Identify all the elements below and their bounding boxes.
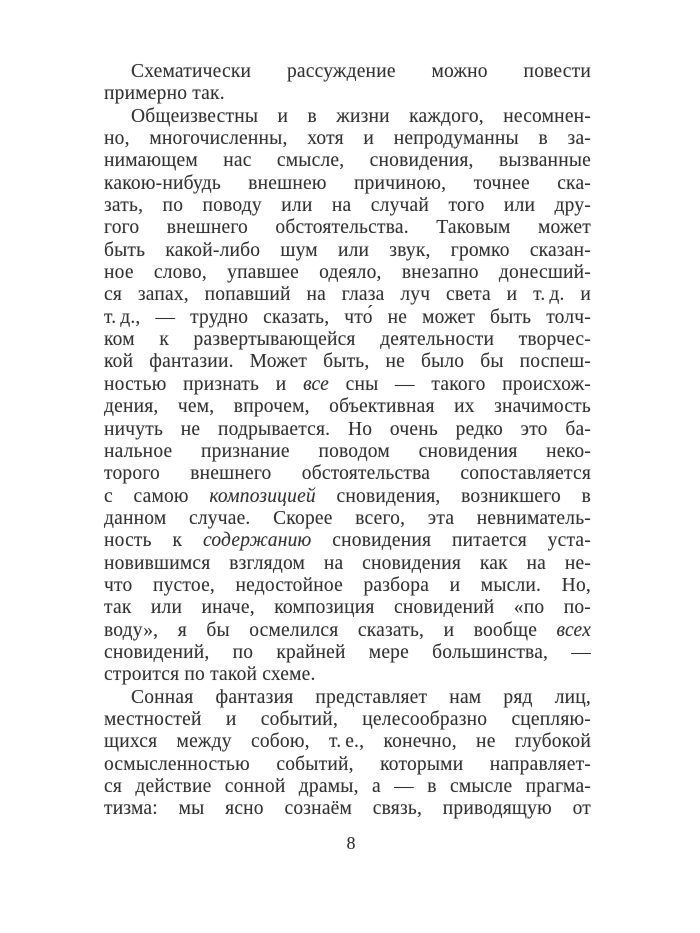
text-line [104,687,591,709]
text-line [104,128,591,150]
text-line [104,798,591,820]
text-segment: тизма: мы ясно сознаём связь, приводящую от [104,798,591,820]
text-line [104,463,591,485]
text-segment: ся запах, попавший на глаза луч света и т. д. и [104,284,591,306]
text-line [104,709,591,731]
text-line [104,441,591,463]
text-segment: какою-нибудь внешнею причиною, точнее ска- [104,172,591,194]
text-segment: нимающем нас смысле, сновидения, вызванные [104,150,591,172]
text-segment: сны — такого происхож- [328,373,591,395]
text-line [104,642,591,664]
text-segment: ность к [104,530,203,552]
text-line [104,106,591,128]
page-number: 8 [346,833,356,853]
text-segment: новившимся взглядом на сновидения как на не- [104,552,591,574]
text-line [104,508,591,530]
text-segment: быть какой-либо шум или звук, громко сказан- [104,239,591,261]
text-segment: зать, по поводу или на случай того или дру- [104,195,591,217]
text-line [104,173,591,195]
text-line [104,419,591,441]
text-line [104,329,591,351]
text-segment: примерно так. [104,83,225,105]
text-segment: ное слово, упавшее одеяло, внезапно донесший- [104,262,591,284]
text-segment: дения, чем, впрочем, объективная их значимость [104,396,591,418]
text-line [104,284,591,306]
text-segment: данном случае. Скорее всего, эта невниматель- [104,507,591,529]
text-line [104,664,591,686]
text-segment: кой фантазии. Может быть, не было бы поспеш- [104,351,591,373]
text-segment: но, многочисленны, хотя и непродуманны в за- [104,128,591,150]
text-segment: т. д., — трудно сказать, что́ не может быть толч- [104,306,591,328]
text-segment: с самою [104,485,210,507]
text-segment: Сонная фантазия представляет нам ряд лиц, [131,686,591,708]
text-line [104,217,591,239]
text-line [104,776,591,798]
text-line [104,754,591,776]
text-segment: нальное признание поводом сновидения неко- [104,440,591,462]
text-segment: ностью признать и [104,373,304,395]
text-line [104,575,591,597]
page-text [104,61,591,821]
text-line [104,553,591,575]
text-segment: ком к развертывающейся деятельности творчес- [104,329,591,351]
text-line [104,262,591,284]
text-segment: торого внешнего обстоятельства сопоставляется [104,463,591,485]
italic-text-segment: композицией [209,485,316,507]
italic-text-segment: содержанию [202,530,312,552]
text-line [104,731,591,753]
italic-text-segment: все [303,373,329,395]
text-segment: сновидения питается уста- [311,530,591,552]
text-line [104,620,591,642]
text-line [104,351,591,373]
text-segment: сновидения, возникшего в [315,485,591,507]
text-segment: ся действие сонной драмы, а — в смысле прагма- [104,776,591,797]
text-segment: строится по такой схеме. [104,664,316,686]
text-line [104,307,591,329]
text-line [104,240,591,262]
text-line [104,486,591,508]
text-segment: что пустое, недостойное разбора и мысли. Но, [104,574,591,596]
text-segment: Общеизвестны и в жизни каждого, несомнен- [131,105,591,127]
text-segment: гого внешнего обстоятельства. Таковым может [104,217,591,239]
text-line [104,150,591,172]
text-line [104,530,591,552]
text-segment: осмысленностью событий, которыми направляет- [104,753,591,775]
text-line [104,61,591,83]
text-line [104,597,591,619]
text-segment: сновидений, по крайней мере большинства, — [104,641,591,663]
text-segment: так или иначе, композиция сновидений «по по- [104,597,591,619]
text-line [104,195,591,217]
text-line [104,396,591,418]
italic-text-segment: всех [556,619,591,641]
text-segment: воду», я бы осмелился сказать, и вообще [104,619,557,641]
text-segment: Схематически рассуждение можно повести [131,61,591,82]
text-line [104,83,591,105]
text-segment: ничуть не подрывается. Но очень редко это ба- [104,418,591,440]
text-segment: щихся между собою, т. е., конечно, не глубокой [104,731,591,753]
text-line [104,374,591,396]
text-segment: местностей и событий, целесообразно сцепляю- [104,708,591,730]
